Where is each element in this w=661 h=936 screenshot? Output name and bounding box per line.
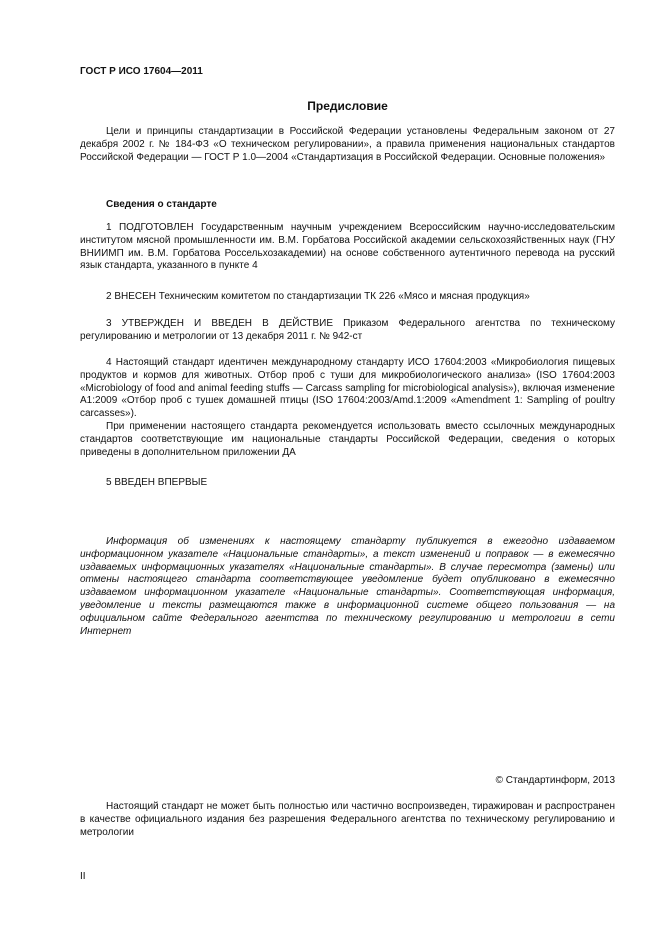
item-4: 4 Настоящий стандарт идентичен международному стандарту ИСО 17604:2003 «Микробиология пищевых продуктов и кормов для животных. Отбор проб с туши для микробиологического анализа» (ISO 17604:2003 «Microbiology of food and animal feeding stuffs — Carcass sampling for microbiological analysis»), включая изменение A1:2009 «Отбор проб с тушек домашней птицы (ISO 17604:2003/Amd.1:2009 «Amendment 1: Sampling of poultry carcasses»). <box>80 357 615 420</box>
item-3: 3 УТВЕРЖДЕН И ВВЕДЕН В ДЕЙСТВИЕ Приказом Федерального агентства по техническому регулированию и метрологии от 13 декабря 2011 г. № 942-ст <box>80 318 615 342</box>
copyright: © Стандартинформ, 2013 <box>495 775 615 786</box>
legal-notice: Настоящий стандарт не может быть полностью или частично воспроизведен, тиражирован и распространен в качестве официального издания без разрешения Федерального агентства по техническому регулированию и метрологии <box>80 801 615 838</box>
page-number: II <box>80 871 86 882</box>
notice-paragraph: Информация об изменениях к настоящему стандарту публикуется в ежегодно издаваемом информационном указателе «Национальные стандарты», а текст изменений и поправок — в ежемесячно издаваемых информационных указателях «Национальные стандарты». В случае пересмотра (замены) или отмены настоящего стандарта соответствующее уведомление будет опубликовано в ежемесячно издаваемом информационном указателе «Национальные стандарты». Соответствующая информация, уведомление и тексты размещаются также в информационной системе общего пользования — на официальном сайте Федерального агентства по техническому регулированию и метрологии в сети Интернет <box>80 536 615 637</box>
item-4-note: При применении настоящего стандарта рекомендуется использовать вместо ссылочных международных стандартов соответствующие им национальные стандарты Российской Федерации, сведения о которых приведены в дополнительном приложении ДА <box>80 421 615 458</box>
item-5: 5 ВВЕДЕН ВПЕРВЫЕ <box>106 477 208 488</box>
standard-id-header: ГОСТ Р ИСО 17604—2011 <box>80 66 203 77</box>
page-title: Предисловие <box>307 99 388 113</box>
item-2: 2 ВНЕСЕН Техническим комитетом по стандартизации ТК 226 «Мясо и мясная продукция» <box>106 291 530 302</box>
section-title: Сведения о стандарте <box>106 199 217 210</box>
intro-paragraph: Цели и принципы стандартизации в Российской Федерации установлены Федеральным законом от 27 декабря 2002 г. № 184-ФЗ «О техническом регулировании», а правила применения национальных стандартов Российской Федерации — ГОСТ Р 1.0—2004 «Стандартизация в Российской Федерации. Основные положения» <box>80 126 615 163</box>
item-1: 1 ПОДГОТОВЛЕН Государственным научным учреждением Всероссийским научно-исследовательским институтом мясной промышленности им. В.М. Горбатова Российской академии сельскохозяйственных наук (ГНУ ВНИИМП им. В.М. Горбатова Россельхозакадемии) на основе собственного аутентичного перевода на русский язык стандарта, указанного в пункте 4 <box>80 222 615 272</box>
